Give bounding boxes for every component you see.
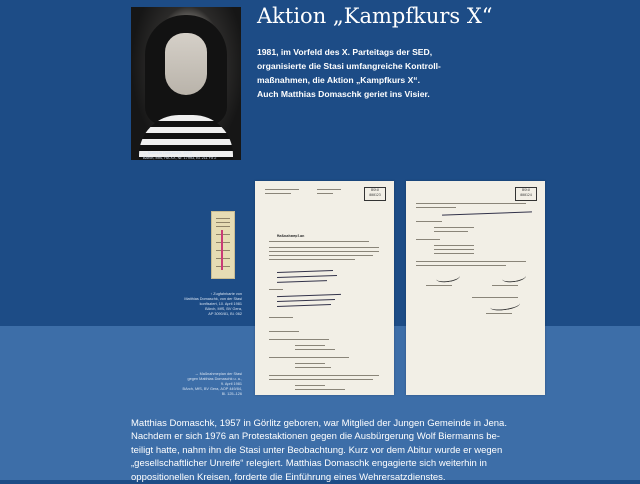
portrait-photo [131, 7, 241, 160]
lead-line: Auch Matthias Domaschk geriet ins Visier. [257, 89, 430, 99]
body-line: oppositionellen Kreisen, forderte die Einführung eines Wehrersatzdienstes. [131, 471, 446, 483]
lead-line: organisierte die Stasi umfangreiche Kontroll- [257, 61, 441, 71]
caption-line: Bl. 125–126 [221, 392, 242, 396]
portrait-face [165, 33, 207, 95]
lead-paragraph [257, 45, 487, 101]
body-line: „gesellschaftlicher Unreife“ relegiert. Matthias Domaschk engagierte sich weiterhin in [131, 458, 487, 470]
caption-line: konfisziert, 10. April 1981 [199, 302, 242, 306]
page-title: Aktion „Kampfkurs X“ [257, 4, 493, 28]
caption-line: gegen Matthias Domaschk u. a., [187, 377, 242, 381]
caption-line: → Maßnahmeplan der Stasi [194, 372, 242, 376]
caption-line: ↑ Zugfahrkarte von [210, 292, 242, 296]
plan-caption [176, 372, 242, 397]
lead-line: maßnahmen, die Aktion „Kampfkurs X“. [257, 75, 420, 85]
caption-line: BArch, MfS, BV Gera, [205, 307, 242, 311]
body-line: Nachdem er sich 1976 an Protestaktionen gegen die Ausbürgerung Wolf Biermanns be- [131, 431, 500, 443]
document-page-left [255, 181, 394, 395]
lead-line: 1981, im Vorfeld des X. Parteitags der SED, [257, 47, 433, 57]
photo-caption [143, 151, 216, 161]
caption-line: BArch, MfS, BV Gera, AOP 449/84, [182, 387, 242, 391]
ticket-red-marking [221, 230, 223, 270]
document-page-right [406, 181, 545, 395]
document-heading: Maßnahmeplan [277, 233, 305, 238]
train-ticket-image [211, 211, 235, 279]
ticket-caption [176, 292, 242, 317]
body-paragraph [131, 417, 511, 484]
archive-stamp: BStU 000123 [364, 187, 386, 201]
archive-stamp: BStU 000124 [515, 187, 537, 201]
body-line: teiligt hatte, nahm ihn die Stasi unter Beobachtung. Kurz vor dem Abitur wurde er wegen [131, 444, 503, 456]
body-line: Matthias Domaschk, 1957 in Görlitz geboren, war Mitglied der Jungen Gemeinde in Jena. [131, 418, 507, 429]
caption-line: Matthias Domaschk, von der Stasi [184, 297, 242, 301]
caption-line: ← Matthias Domaschk, 1979 [143, 151, 192, 155]
caption-line: 9. April 1981 [220, 382, 242, 386]
caption-line: BArch, MfS, HA XX, Nr. 17993, Bl. 211 Fo 2 [143, 156, 217, 160]
caption-line: AP 3090/81, Bl. 062 [208, 312, 242, 316]
